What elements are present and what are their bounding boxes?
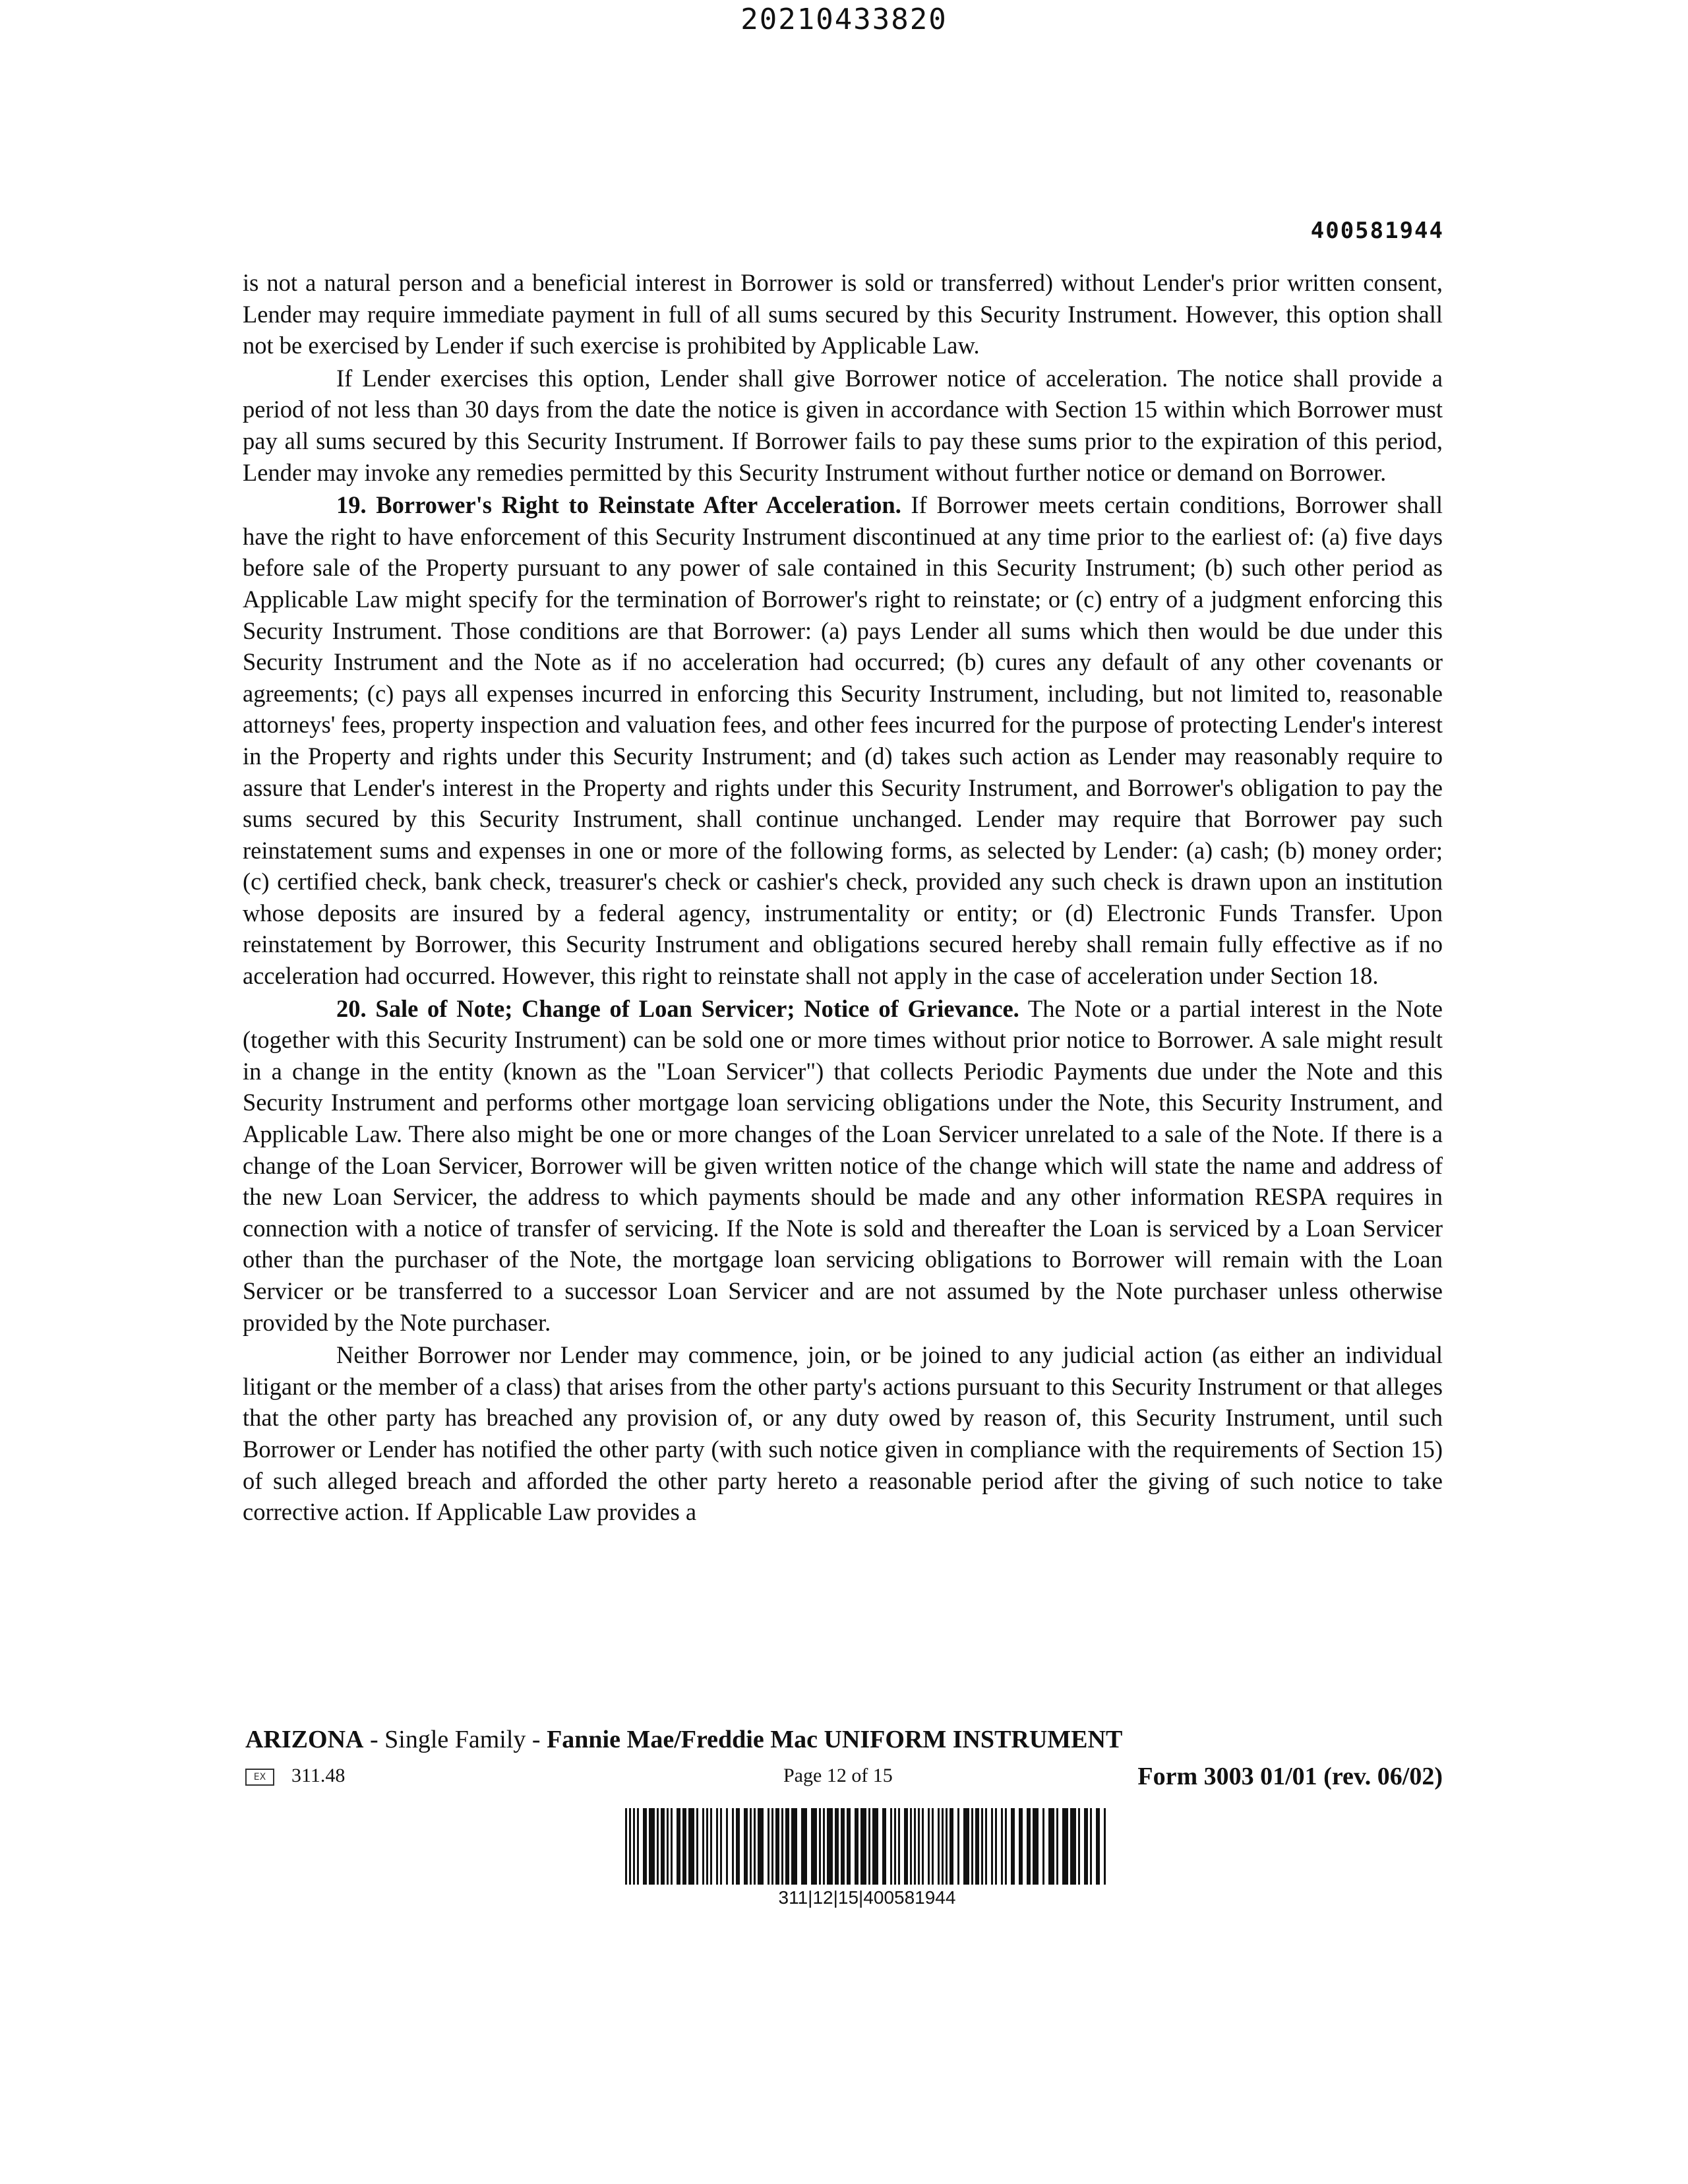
section-20 [243, 993, 1443, 1339]
paragraph-judicial-action: Neither Borrower nor Lender may commence, join, or be joined to any judicial action (as either an individual litigant or the member of a class) that arises from the other party's actions pursuant to this Security Instrument or that alleges that the other party has breached any provision of, or any duty owed by reason of, this Security Instrument, until such Borrower or Lender has notified the other party (with such notice given in compliance with the requirements of Section 15) of such alleged breach and afforded the other party hereto a reasonable period after the giving of such notice to take corrective action. If Applicable Law provides a [243, 1341, 1443, 1526]
section-19-heading: 19. Borrower's Right to Reinstate After Acceleration. [336, 491, 901, 519]
footer-state: ARIZONA [245, 1726, 364, 1753]
form-logo-icon: EX [245, 1769, 274, 1786]
form-number: Form 3003 01/01 (rev. 06/02) [1137, 1763, 1443, 1790]
recording-number: 20210433820 [740, 3, 948, 36]
footer-instrument-line [245, 1725, 1122, 1754]
footer-form-line [245, 1762, 1443, 1792]
paragraph-continuation: is not a natural person and a beneficial interest in Borrower is sold or transferred) without Lender's prior written consent, Lender may require immediate payment in full of all sums secured by this Security Instrument. However, this option shall not be exercised by Lender if such exercise is prohibited by Applicable Law. [243, 269, 1443, 359]
barcode-text: 311|12|15|400581944 [778, 1887, 956, 1908]
footer-instrument: Fannie Mae/Freddie Mac UNIFORM INSTRUMENT [547, 1726, 1123, 1753]
footer-family: - Single Family - [363, 1726, 547, 1753]
section-20-text: The Note or a partial interest in the Note (together with this Security Instrument) can be sold one or more times without prior notice to Borrower. A sale might result in a change in the entity (known as the "Loan Servicer") that collects Periodic Payments due under the Note and this Security Instrument and performs other mortgage loan servicing obligations under the Note, this Security Instrument, and Applicable Law. There also might be one or more changes of the Loan Servicer unrelated to a sale of the Note. If there is a change of the Loan Servicer, Borrower will be given written notice of the change which will state the name and address of the new Loan Servicer, the address to which payments should be made and any other information RESPA requires in connection with a notice of transfer of servicing. If the Note is sold and thereafter the Loan is serviced by a Loan Servicer other than the purchaser of the Note, the mortgage loan servicing obligations to Borrower will remain with the Loan Servicer or be transferred to a successor Loan Servicer and are not assumed by the Note purchaser unless otherwise provided by the Note purchaser. [243, 994, 1443, 1336]
paragraph-acceleration-notice: If Lender exercises this option, Lender shall give Borrower notice of acceleration. The notice shall provide a period of not less than 30 days from the date the notice is given in accordance with Section 15 within which Borrower must pay all sums secured by this Security Instrument. If Borrower fails to pay these sums prior to the expiration of this period, Lender may invoke any remedies permitted by this Security Instrument without further notice or demand on Borrower. [243, 364, 1443, 486]
section-19-text: If Borrower meets certain conditions, Borrower shall have the right to have enforcement of this Security Instrument discontinued at any time prior to the earliest of: (a) five days before sale of the Property pursuant to any power of sale contained in this Security Instrument; (b) such other period as Applicable Law might specify for the termination of Borrower's right to reinstate; or (c) entry of a judgment enforcing this Security Instrument. Those conditions are that Borrower: (a) pays Lender all sums which then would be due under this Security Instrument and the Note as if no acceleration had occurred; (b) cures any default of any other covenants or agreements; (c) pays all expenses incurred in enforcing this Security Instrument, including, but not limited to, reasonable attorneys' fees, property inspection and valuation fees, and other fees incurred for the purpose of protecting Lender's interest in the Property and rights under this Security Instrument; and (d) takes such action as Lender may reasonably require to assure that Lender's interest in the Property and rights under this Security Instrument, and Borrower's obligation to pay the sums secured by this Security Instrument, shall continue unchanged. Lender may require that Borrower pay such reinstatement sums and expenses in one or more of the following forms, as selected by Lender: (a) cash; (b) money order; (c) certified check, bank check, treasurer's check or cashier's check, provided any such check is drawn upon an institution whose deposits are insured by a federal agency, instrumentality or entity; or (d) Electronic Funds Transfer. Upon reinstatement by Borrower, this Security Instrument and obligations secured hereby shall remain fully effective as if no acceleration had occurred. However, this right to reinstate shall not apply in the case of acceleration under Section 18. [243, 491, 1443, 990]
section-20-heading: 20. Sale of Note; Change of Loan Servicer; Notice of Grievance. [336, 994, 1019, 1022]
barcode-icon [625, 1808, 1109, 1885]
form-code: 311.48 [291, 1765, 346, 1786]
section-19 [243, 489, 1443, 992]
document-body [243, 267, 1443, 1529]
page-number: Page 12 of 15 [783, 1765, 893, 1786]
loan-number: 400581944 [1310, 218, 1444, 244]
